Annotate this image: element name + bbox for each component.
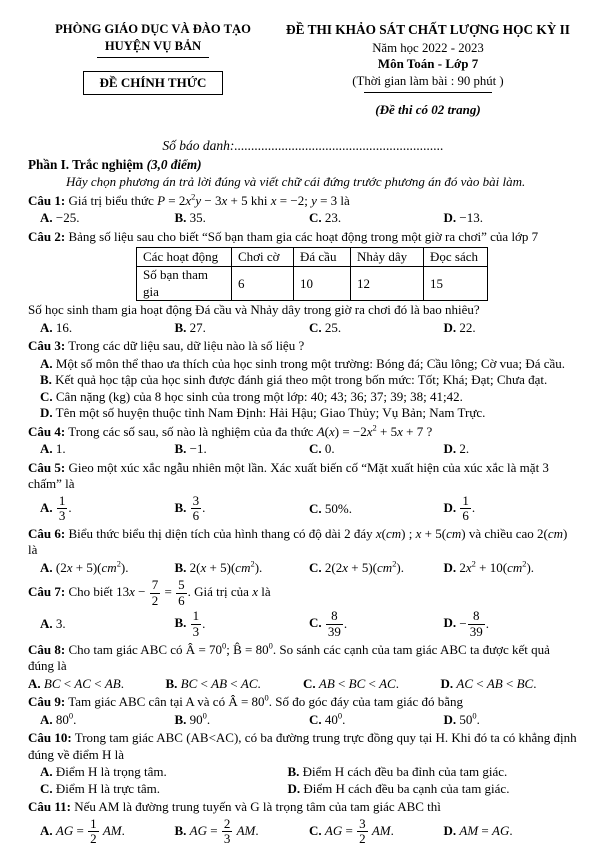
option-D: D. AC < AB < BC. bbox=[440, 675, 537, 691]
part1-heading-text: Phần I. Trắc nghiệm bbox=[28, 156, 144, 172]
option-text: $2x^2 + 10(cm^2)$. bbox=[459, 558, 535, 575]
question-text: Gieo một xúc xắc ngẫu nhiên một lần. Xác xuất biến cố “Mặt xuất hiện của xúc xắc là mặt 3 chấm” là bbox=[28, 459, 549, 492]
option-text: Điểm H cách đều ba đỉnh của tam giác. bbox=[302, 764, 508, 780]
option-text: $\frac{1}{3}$ . bbox=[192, 608, 206, 640]
option-text: $\frac{8}{39}$ . bbox=[327, 608, 348, 640]
option-text: AG = $\frac{2}{3}$ AM. bbox=[189, 815, 259, 847]
option-text: 0. bbox=[324, 441, 335, 457]
option-B: B. $2(x + 5)(cm^2)$. bbox=[174, 558, 263, 575]
option-B: B. 35. bbox=[174, 210, 206, 226]
question-3 bbox=[28, 338, 578, 422]
option-text: 1. bbox=[55, 441, 66, 457]
question-1 bbox=[28, 193, 578, 227]
option-C: C. AB < BC < AC. bbox=[303, 675, 399, 691]
header-left bbox=[28, 22, 278, 118]
question-text: Cho tam giác ABC có Â = $70^0$; B̂ = $80^0$. So sánh các cạnh của tam giác ABC ta được kết quả đúng là bbox=[28, 640, 550, 674]
option-text: AG = $\frac{1}{2}$ AM. bbox=[55, 815, 125, 847]
option-C: C. AG = $\frac{3}{2}$ AM. bbox=[309, 815, 394, 847]
option-D: D. $50^0$. bbox=[443, 710, 480, 727]
option-B: B. $\frac{3}{6}$ . bbox=[174, 492, 206, 524]
option-D: D. − $\frac{8}{39}$ . bbox=[443, 608, 489, 640]
option-C: C. 50%. bbox=[309, 500, 352, 516]
question-label: Câu 11: bbox=[28, 799, 71, 815]
option-C: C. $\frac{8}{39}$ . bbox=[309, 608, 348, 640]
option-A: A. $(2x + 5)(cm^2)$. bbox=[40, 558, 129, 575]
question-2-followup: Số học sinh tham gia hoạt động Đá cầu và Nhảy dây trong giờ ra chơi đó là bao nhiêu? bbox=[28, 302, 480, 318]
option-text: Điểm H là trọng tâm. bbox=[55, 764, 167, 780]
part1-heading bbox=[28, 157, 578, 174]
question-2 bbox=[28, 229, 578, 337]
header-right bbox=[278, 22, 578, 118]
question-7 bbox=[28, 578, 578, 639]
header-divider bbox=[364, 92, 492, 93]
option-text: $80^0$. bbox=[55, 710, 77, 727]
option-text: 50%. bbox=[324, 500, 352, 516]
option-D: D. Điểm H cách đều ba cạnh của tam giác. bbox=[287, 780, 510, 796]
question-11-options bbox=[40, 817, 578, 847]
option-B: B. BC < AB < AC. bbox=[165, 675, 261, 691]
option-text: $50^0$. bbox=[459, 710, 480, 727]
question-text: Giá trị biểu thức $P = 2x^2y - 3x + 5$ khi x = −2; y = 3 là bbox=[68, 191, 350, 208]
option-B: B. Kết quả học tập của học sinh được đánh giá theo một trong bốn mức: Tốt; Khá; Đạt; Chưa đạt. bbox=[40, 372, 548, 388]
question-10 bbox=[28, 730, 578, 797]
question-text: Nếu AM là đường trung tuyến và G là trọng tâm của tam giác ABC thì bbox=[74, 799, 441, 815]
option-A: A. 1. bbox=[40, 441, 66, 457]
option-A: A. −25. bbox=[40, 210, 80, 226]
question-text: Tam giác ABC cân tại A và có Â = $80^0$. Số đo góc đáy của tam giác đó bằng bbox=[68, 692, 463, 710]
question-6-options bbox=[40, 560, 578, 577]
option-D: D. −13. bbox=[443, 210, 483, 226]
option-A: A. 16. bbox=[40, 319, 73, 335]
part1-instruction: Hãy chọn phương án trả lời đúng và viết chữ cái đứng trước phương án đó vào bài làm. bbox=[66, 174, 526, 190]
option-text: 25. bbox=[324, 319, 342, 335]
option-D: D. AM = AG. bbox=[443, 823, 513, 839]
activities-table bbox=[136, 247, 488, 301]
option-A: A. $80^0$. bbox=[40, 710, 77, 727]
question-label: Câu 1: bbox=[28, 192, 66, 208]
option-text: −1. bbox=[189, 441, 207, 457]
option-A: A. AG = $\frac{1}{2}$ AM. bbox=[40, 815, 125, 847]
option-text: Cân nặng (kg) của 8 học sinh của trong một lớp: 40; 43; 36; 37; 39; 38; 41;42. bbox=[55, 388, 463, 404]
exam-header bbox=[28, 22, 578, 118]
option-text: BC < AB < AC. bbox=[180, 675, 261, 691]
option-B: B. 27. bbox=[174, 319, 206, 335]
pages-note: (Đề thi có 02 trang) bbox=[375, 101, 481, 117]
option-text: 2. bbox=[459, 441, 470, 457]
option-text: $40^0$. bbox=[324, 710, 346, 727]
part1-points: (3,0 điểm) bbox=[146, 156, 202, 172]
question-text: Trong tam giác ABC (AB<AC), có ba đường trung trực đồng quy tại H. Khi đó ta có khẳng định đúng về điểm H là bbox=[28, 730, 577, 762]
option-D: D. Tên một số huyện thuộc tỉnh Nam Định: Hải Hậu; Giao Thủy; Vụ Bản; Nam Trực. bbox=[40, 405, 486, 421]
question-label: Câu 6: bbox=[28, 525, 66, 541]
option-A: A. Điểm H là trọng tâm. bbox=[40, 764, 167, 780]
question-4-options bbox=[40, 441, 578, 458]
option-A: A. Một số môn thể thao ưa thích của học sinh trong một trường: Bóng đá; Cầu lông; Cờ vua; Đá cầu. bbox=[40, 355, 566, 371]
option-text: AB < BC < AC. bbox=[318, 675, 399, 691]
option-D: D. 2. bbox=[443, 441, 470, 457]
option-B: B. $\frac{1}{3}$ . bbox=[174, 608, 206, 640]
option-text: Kết quả học tập của học sinh được đánh giá theo một trong bốn mức: Tốt; Khá; Đạt; Chưa đạt. bbox=[55, 372, 548, 388]
question-9 bbox=[28, 694, 578, 728]
option-text: $2(2x + 5)(cm^2)$. bbox=[324, 558, 404, 575]
question-label: Câu 5: bbox=[28, 459, 66, 475]
question-1-options bbox=[40, 210, 578, 227]
option-C: C. Điểm H là trực tâm. bbox=[40, 780, 161, 796]
question-8 bbox=[28, 642, 578, 693]
option-text: 3. bbox=[55, 616, 66, 632]
option-text: 23. bbox=[324, 210, 342, 226]
question-text: Trong các dữ liệu sau, dữ liệu nào là số liệu ? bbox=[68, 338, 305, 354]
option-text: $(2x + 5)(cm^2)$. bbox=[55, 558, 129, 575]
option-text: BC < AC < AB. bbox=[43, 675, 124, 691]
option-text: $90^0$. bbox=[189, 710, 211, 727]
option-D: D. $2x^2 + 10(cm^2)$. bbox=[443, 558, 535, 575]
question-label: Câu 9: bbox=[28, 694, 66, 710]
option-B: B. $90^0$. bbox=[174, 710, 211, 727]
department-name: PHÒNG GIÁO DỤC VÀ ĐÀO TẠO bbox=[55, 22, 251, 36]
question-text: Trong các số sau, số nào là nghiệm của đa thức $A(x) = -2x^2 + 5x + 7$ ? bbox=[68, 422, 433, 439]
question-label: Câu 2: bbox=[28, 228, 66, 244]
option-text: −13. bbox=[459, 210, 483, 226]
option-A: A. 3. bbox=[40, 616, 66, 632]
option-text: $2(x + 5)(cm^2)$. bbox=[189, 558, 263, 575]
table-row: Các hoạt động Chơi cờ Đá cầu Nhảy dây Đọc sách bbox=[137, 248, 488, 267]
question-9-options bbox=[40, 712, 578, 729]
option-text: AM = AG. bbox=[459, 823, 513, 839]
question-6 bbox=[28, 526, 578, 577]
option-text: 16. bbox=[55, 319, 73, 335]
option-text: 27. bbox=[189, 319, 206, 335]
exam-title: ĐỀ THI KHẢO SÁT CHẤT LƯỢNG HỌC KỲ II bbox=[286, 22, 570, 37]
question-text: Bảng số liệu sau cho biết “Số bạn tham gia các hoạt động trong một giờ ra chơi” của lớp 7 bbox=[68, 228, 539, 244]
question-10-options bbox=[40, 764, 578, 797]
option-text: Điểm H cách đều ba cạnh của tam giác. bbox=[303, 780, 510, 796]
option-A: A. $\frac{1}{3}$ . bbox=[40, 492, 72, 524]
subject-grade: Môn Toán - Lớp 7 bbox=[377, 56, 479, 72]
option-text: Tên một số huyện thuộc tỉnh Nam Định: Hải Hậu; Giao Thủy; Vụ Bản; Nam Trực. bbox=[55, 405, 486, 421]
option-D: D. 22. bbox=[443, 319, 476, 335]
option-text: − $\frac{8}{39}$ . bbox=[459, 608, 489, 640]
option-text: Một số môn thể thao ưa thích của học sinh trong một trường: Bóng đá; Cầu lông; Cờ vua; Đá cầu. bbox=[55, 355, 566, 371]
question-label: Câu 10: bbox=[28, 730, 72, 746]
question-text: Biểu thức biểu thị diện tích của hình thang có độ dài 2 đáy x(cm) ; x + 5(cm) và chiều cao 2(cm) là bbox=[28, 525, 568, 558]
option-text: 22. bbox=[459, 319, 476, 335]
question-2-options bbox=[40, 320, 578, 337]
option-text: $\frac{1}{3}$ . bbox=[58, 492, 72, 524]
option-A: A. BC < AC < AB. bbox=[28, 675, 124, 691]
question-8-options bbox=[28, 676, 578, 693]
option-C: C. 0. bbox=[309, 441, 335, 457]
question-label: Câu 3: bbox=[28, 338, 66, 354]
option-text: −25. bbox=[55, 210, 80, 226]
option-C: C. $2(2x + 5)(cm^2)$. bbox=[309, 558, 404, 575]
option-text: AC < AB < BC. bbox=[456, 675, 537, 691]
question-5 bbox=[28, 460, 578, 524]
district-name: HUYỆN VỤ BẢN bbox=[97, 39, 209, 58]
candidate-number-line: Số báo danh:.............................................................. bbox=[162, 138, 444, 154]
option-C: C. 25. bbox=[309, 319, 342, 335]
question-5-options bbox=[40, 494, 578, 524]
option-text: AG = $\frac{3}{2}$ AM. bbox=[324, 815, 394, 847]
option-B: B. −1. bbox=[174, 441, 207, 457]
question-4 bbox=[28, 424, 578, 458]
option-text: $\frac{3}{6}$ . bbox=[192, 492, 206, 524]
duration-line: (Thời gian làm bài : 90 phút ) bbox=[352, 73, 504, 88]
option-C: C. $40^0$. bbox=[309, 710, 346, 727]
official-exam-badge: ĐỀ CHÍNH THỨC bbox=[83, 71, 224, 96]
question-label: Câu 7: bbox=[28, 584, 66, 600]
question-7-options bbox=[40, 609, 578, 639]
option-D: D. $\frac{1}{6}$ . bbox=[443, 492, 476, 524]
option-text: 35. bbox=[189, 210, 206, 226]
school-year: Năm học 2022 - 2023 bbox=[372, 40, 484, 55]
question-11 bbox=[28, 799, 578, 847]
table-row: Số bạn tham gia 6 10 12 15 bbox=[137, 267, 488, 301]
question-3-options bbox=[40, 356, 578, 422]
option-B: B. Điểm H cách đều ba đỉnh của tam giác. bbox=[287, 764, 508, 780]
option-B: B. AG = $\frac{2}{3}$ AM. bbox=[174, 815, 259, 847]
option-text: Điểm H là trực tâm. bbox=[55, 780, 161, 796]
option-C: C. 23. bbox=[309, 210, 342, 226]
option-text: $\frac{1}{6}$ . bbox=[462, 492, 476, 524]
option-C: C. Cân nặng (kg) của 8 học sinh của trong một lớp: 40; 43; 36; 37; 39; 38; 41;42. bbox=[40, 388, 463, 404]
question-text: Cho biết 13x − $\frac{7}{2}$ = $\frac{5}{6}$ . Giá trị của x là bbox=[68, 577, 271, 608]
question-label: Câu 8: bbox=[28, 641, 66, 657]
question-label: Câu 4: bbox=[28, 423, 66, 439]
